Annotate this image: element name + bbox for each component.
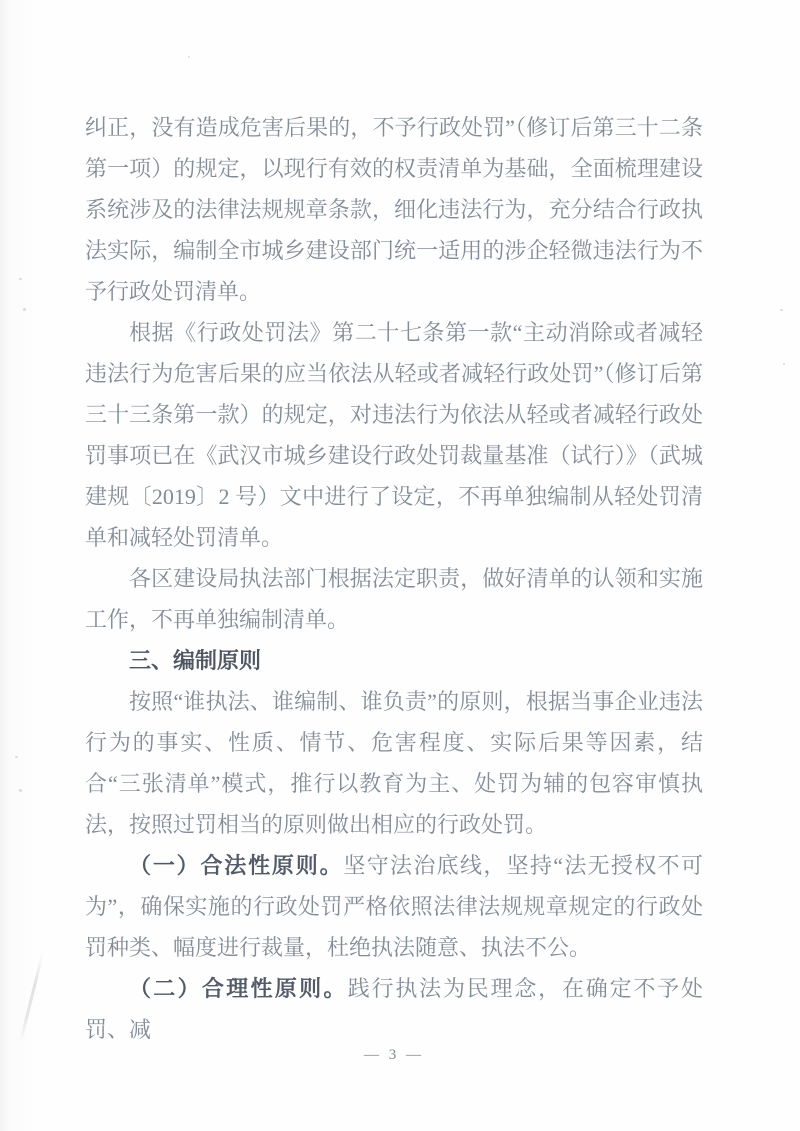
document-body <box>85 107 703 1050</box>
paragraph-text: 践行执法为民理念，在确定不予处罚、减 <box>85 976 703 1042</box>
paragraph-continuation <box>85 107 703 312</box>
paragraph-text: 坚守法治底线，坚持“法无授权不可为”，确保实施的行政处罚严格依照法律法规规章规定的行政处罚种类、幅度进行裁量，杜绝执法随意、执法不公。 <box>85 853 703 960</box>
scan-speck <box>780 309 783 311</box>
scan-crease <box>19 953 44 1043</box>
scan-speck <box>15 756 18 758</box>
paragraph-principle-2 <box>85 968 703 1050</box>
scan-speck <box>783 363 785 365</box>
scan-speck <box>188 56 190 58</box>
scan-speck <box>19 278 22 280</box>
section-heading-text: 三、编制原则 <box>129 648 262 673</box>
paragraph <box>85 558 703 640</box>
principle-2-label: （二）合理性原则。 <box>129 976 348 1001</box>
scan-speck <box>23 308 26 311</box>
paragraph <box>85 681 703 845</box>
section-heading <box>85 640 703 681</box>
paragraph-principle-1 <box>85 845 703 968</box>
page-number: — 3 — <box>364 1047 424 1063</box>
paragraph-text: 纠正，没有造成危害后果的，不予行政处罚”（修订后第三十二条第一项）的规定，以现行有效的权责清单为基础，全面梳理建设系统涉及的法律法规规章条款，细化违法行为，充分结合行政执法实际，编制全市城乡建设部门统一适用的涉企轻微违法行为不予行政处罚清单。 <box>85 115 703 304</box>
paragraph-text: 各区建设局执法部门根据法定职责，做好清单的认领和实施工作，不再单独编制清单。 <box>85 566 703 632</box>
paragraph-text: 按照“谁执法、谁编制、谁负责”的原则，根据当事企业违法行为的事实、性质、情节、危害程度、实际后果等因素，结合“三张清单”模式，推行以教育为主、处罚为辅的包容审慎执法，按照过罚相当的原则做出相应的行政处罚。 <box>85 689 703 837</box>
paragraph-text: 根据《行政处罚法》第二十七条第一款“主动消除或者减轻违法行为危害后果的应当依法从轻或者减轻行政处罚”（修订后第三十三条第一款）的规定，对违法行为依法从轻或者减轻行政处罚事项已在《武汉市城乡建设行政处罚裁量基准（试行）》（武城建规〔2019〕2 号）文中进行了设定，不再单独编制从轻处罚清单和减轻处罚清单。 <box>85 320 703 550</box>
principle-1-label: （一）合法性原则。 <box>129 853 344 878</box>
scan-speck <box>19 789 22 792</box>
paragraph <box>85 312 703 558</box>
